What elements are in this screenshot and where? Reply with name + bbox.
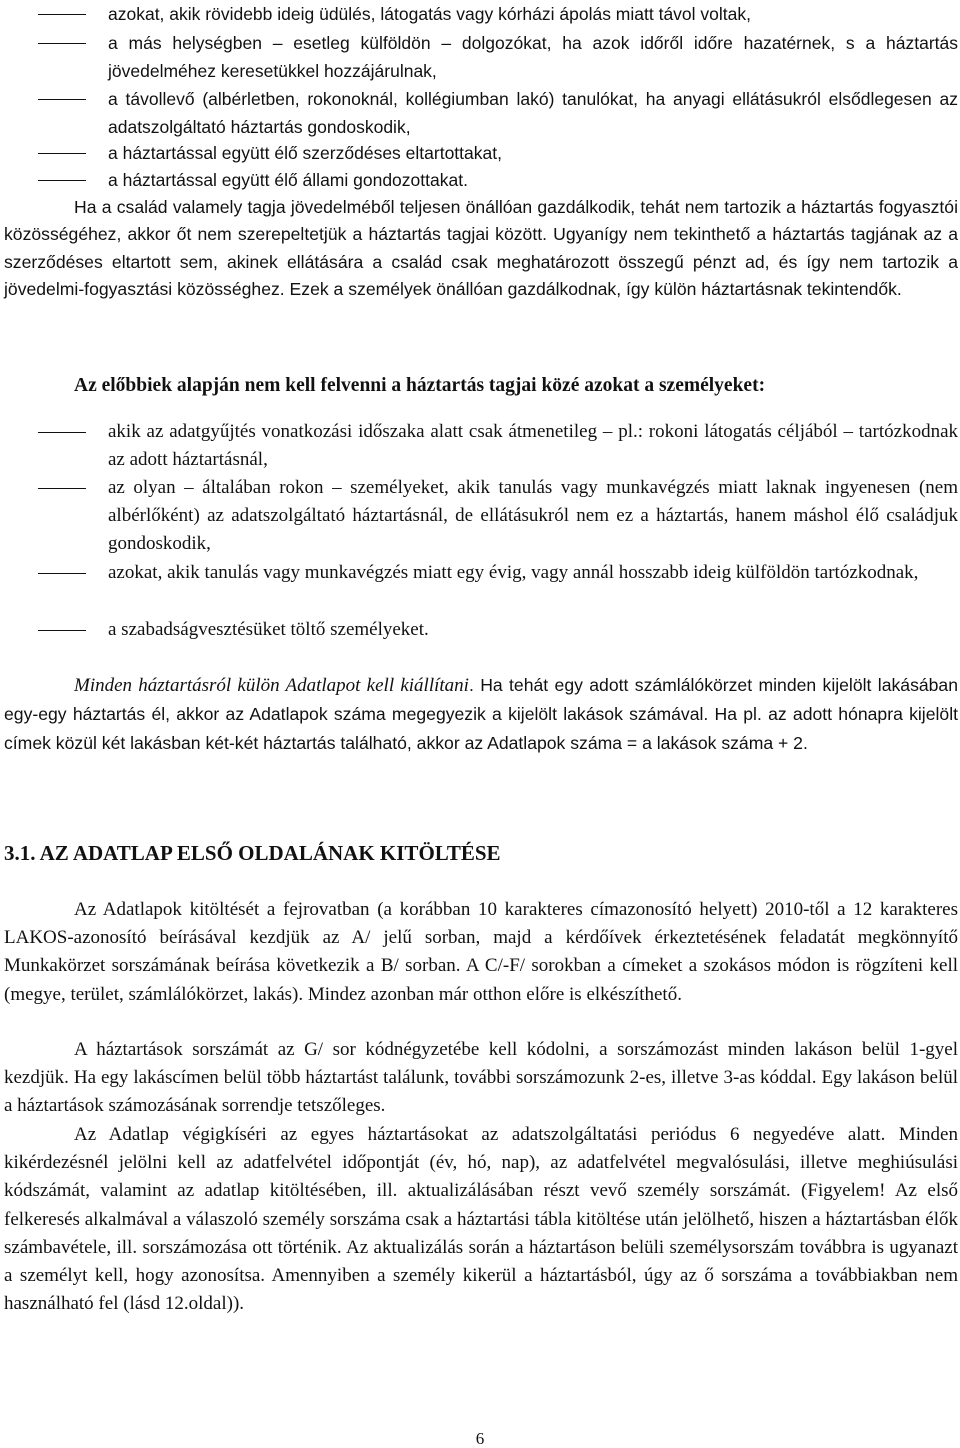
list-item — [0, 0, 960, 28]
list-item-text: azokat, akik tanulás vagy munkavégzés miatt egy évig, vagy annál hosszabb ideig külföldön tartózkodnak, — [108, 562, 919, 583]
section-paragraph: Az Adatlapok kitöltését a fejrovatban (a korábban 10 karakteres címazonosító helyett) 2010-től a 12 karakteres LAKOS-azonosító beírásával kezdjük az A/ jelű sorban, majd a kérdőívek érkeztetésének feladatát megkönnyítő Munkakörzet sorszámának beírása következik a B/ sorban. A C/-F/ sorokban a címeket a szokásos módon is rögzíteni kell (megye, terület, számlálókörzet, lakás). Mindez azonban már otthon előre is elkészíthető. — [4, 899, 958, 1005]
list-item — [0, 474, 960, 559]
list-item — [0, 166, 960, 194]
list-item — [0, 85, 960, 141]
section-title: 3.1. AZ ADATLAP ELSŐ OLDALÁNAK KITÖLTÉSE — [4, 841, 501, 865]
section-paragraph: Az Adatlap végigkíséri az egyes háztartásokat az adatszolgáltatási periódus 6 negyedéve alatt. Minden kikérdezésnél jelölni kell az adatfelvétel időpontját (év, hó, nap), az adatfelvétel megvalósulási, illetve meghiúsulási kódszámát, valamint az adatlap kitöltésében, ill. aktualizálásában részt vevő személy sorszámát. (Figyelem! Az első felkeresés alkalmával a válaszoló személy sorszáma csak a háztartási tábla kitöltése után jelölhető, hiszen a háztartásban élők számbavétele, ill. sorszámozása ott történik. Az aktualizálás során a háztartáson belüli személysorszám továbbra is ugyanazt a személyt kell, hogy azonosítsa. Amennyiben a személy kikerül a háztartásból, úgy az ő sorszáma a továbbiakban nem használható fel (lásd 12.oldal)). — [4, 1124, 958, 1315]
list-item-text: azokat, akik rövidebb ideig üdülés, látogatás vagy kórházi ápolás miatt távol voltak, — [108, 4, 751, 24]
list-item-text: a háztartással együtt élő állami gondozottakat. — [108, 170, 468, 190]
list-item — [0, 139, 960, 167]
section-paragraph: A háztartások sorszámát az G/ sor kódnégyzetébe kell kódolni, a sorszámozást minden lakáson belül 1-gyel kezdjük. Ha egy lakáscímen belül több háztartást találunk, további sorszámozunk 2-es, illetve 3-as kóddal. Egy lakáson belül a háztartások számozásának sorrendje tetszőleges. — [4, 1039, 958, 1117]
list-item — [0, 616, 960, 644]
list-item-text: a háztartással együtt élő szerződéses eltartottakat, — [108, 143, 502, 163]
list-item-text: a távollevő (albérletben, rokonoknál, kollégiumban lakó) tanulókat, ha anyagi ellátásukról elsődlegesen az adatszolgáltató háztartás gondoskodik, — [108, 89, 958, 138]
list-item-text: akik az adatgyűjtés vonatkozási időszaka alatt csak átmenetileg – pl.: rokoni látogatás céljából – tartózkodnak az adott háztartásnál, — [108, 421, 958, 471]
list-item — [0, 418, 960, 474]
subheading: Az előbbiek alapján nem kell felvenni a háztartás tagjai közé azokat a személyeket: — [74, 375, 766, 396]
list-item — [0, 29, 960, 85]
list-item-text: a szabadságvesztésüket töltő személyeket. — [108, 619, 429, 640]
list-item — [0, 559, 960, 587]
paragraph-adatlap — [4, 671, 958, 759]
list-item-text: a más helységben – esetleg külföldön – dolgozókat, ha azok időről időre hazatérnek, s a háztartás jövedelméhez keresetükkel hozzájárulnak, — [108, 33, 958, 82]
list-item-text: az olyan – általában rokon – személyeket, akik tanulás vagy munkavégzés miatt laknak ingyenesen (nem albérlőként) az adatszolgáltató háztartásnál, de ellátásukról nem ez a háztartás, hanem máshol élő családjuk gondoskodik, — [108, 477, 958, 555]
page-number: 6 — [475, 1429, 485, 1448]
paragraph-family: Ha a család valamely tagja jövedelméből teljesen önállóan gazdálkodik, tehát nem tartozik a háztartás fogyasztói közösségéhez, akkor őt nem szerepeltetjük a háztartás tagjai között. Ugyanígy nem tekinthető a háztartás tagjának az a szerződéses eltartott sem, akinek ellátására a család csak meghatározott összegű pénzt ad, és így nem tartozik a jövedelmi-fogyasztási közösséghez. Ezek a személyek önállóan gazdálkodnak, így külön háztartásnak tekintendők. — [4, 197, 958, 299]
paragraph-rest: . Ha tehát egy adott számlálókörzet minden kijelölt lakásában egy-egy háztartás él, akkor az Adatlapok száma megegyezik a kijelölt lakások számával. Ha pl. az adott hónapra kijelölt címek közül két lakásban két-két háztartás található, akkor az Adatlapok száma = a lakások száma + 2. — [4, 675, 959, 754]
emphasis-text: Minden háztartásról külön Adatlapot kell kiállítani — [74, 675, 469, 696]
